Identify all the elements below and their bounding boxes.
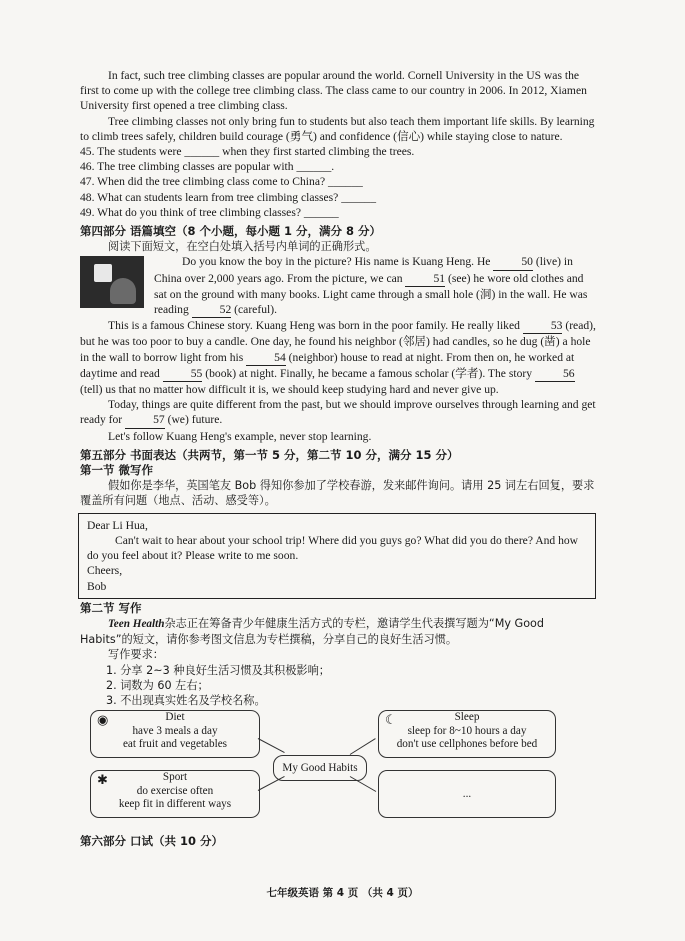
part5-heading: 第五部分 书面表达（共两节，第一节 5 分，第二节 10 分，满分 15 分） [80,447,459,462]
sleep-item: don't use cellphones before bed [396,738,538,751]
diet-item: have 3 meals a day [132,724,218,737]
email-body: Can't wait to hear about your school trip! Where did you guys go? What did you do there? And how do you feel about it? Please write to me soon. [87,533,579,563]
email-signature: Bob [87,579,107,593]
connector-line [350,738,376,755]
email-closing: Cheers, [87,564,123,578]
sleep-item: sleep for 8~10 hours a day [407,724,527,737]
page-footer: 七年级英语 第 4 页 （共 4 页） [266,887,419,899]
passage-paragraph: Tree climbing classes not only bring fun to students but also teach them important life skills. By learning to climb trees safely, children build courage (勇气) and confidence (信心) while staying close to nature. [80,114,595,143]
cloze-text: (see) he wore old clothes and sat on the ground with many books. Light came through a small hole (洞) in the wall. He was reading [154,271,588,317]
blank-54[interactable]: 54 [246,350,286,366]
requirement-2: 2. 词数为 60 左右； [106,678,209,692]
connector-line [258,738,285,753]
blank-50[interactable]: 50 [493,254,533,270]
question-48: 48. What can students learn from tree climbing classes? ______ [80,190,376,204]
blank-55[interactable]: 55 [163,366,203,382]
part4-heading: 第四部分 语篇填空（8 个小题，每小题 1 分，满分 8 分） [80,224,382,239]
cloze-text: (read), but he was too poor to buy a candle. One day, he found his neighbor (邻居) had candles, so he dug (凿) a hole in the wall to borrow light from his [80,319,596,364]
cloze-text: (neighbor) house to read at night. From then on, he worked at daytime and read [80,350,575,380]
diet-box [90,710,260,758]
sport-item: do exercise often [136,784,214,797]
sport-title: Sport [162,771,188,784]
moon-icon: ☾ [385,713,397,729]
diet-item: eat fruit and vegetables [122,738,228,751]
sport-box [90,770,260,818]
cloze-text: Let's follow Kuang Heng's example, never stop learning. [108,429,372,443]
email-greeting: Dear Li Hua, [87,518,148,532]
blank-53[interactable]: 53 [523,318,563,334]
section2-instruction [80,616,596,647]
center-node: My Good Habits [273,755,367,781]
cloze-text: This is a famous Chinese story. Kuang Heng was born in the poor family. He really liked [108,319,520,333]
more-box: ... [378,770,556,818]
requirement-1: 1. 分享 2~3 种良好生活习惯及其积极影响； [106,663,330,677]
cloze-passage [80,254,596,443]
cloze-text: (tell) us that no matter how difficult it is, we should keep studying hard and never give up. [80,383,499,397]
habits-diagram [80,710,596,830]
cloze-text: (live) in China over 2,000 years ago. From the picture, we can [154,255,573,285]
magazine-name: Teen Health [108,617,165,630]
cloze-text: (careful). [234,303,277,317]
connector-line [258,776,285,791]
question-47: 47. When did the tree climbing class come to China? ______ [80,175,363,189]
section2-instruction-text: 杂志正在筹备青少年健康生活方式的专栏，邀请学生代表撰写题为“My Good Habits”的短文，请你参考图文信息为专栏撰稿，分享自己的良好生活习惯。 [80,616,544,647]
blank-56[interactable]: 56 [535,366,575,382]
wall-hole-light [94,264,112,282]
sleep-box [378,710,556,758]
cloze-text: (we) future. [167,413,223,427]
kuang-heng-picture [80,256,144,308]
question-49: 49. What do you think of tree climbing classes? ______ [80,205,339,219]
reading-boy-figure [110,278,136,304]
cloze-text: (book) at night. Finally, he became a famous scholar (学者). The story [205,366,533,380]
question-45: 45. The students were ______ when they first started climbing the trees. [80,145,415,159]
requirements-title: 写作要求： [108,648,164,662]
section1-heading: 第一节 微写作 [80,463,154,478]
passage-paragraph: In fact, such tree climbing classes are popular around the world. Cornell University in the US was the first to come up with the college tree climbing class. The class came to our country in 2006. In 2012, Xiamen University first opened a tree climbing class. [80,69,587,113]
part6-heading: 第六部分 口试（共 10 分） [80,834,224,849]
runner-icon: ✱ [97,773,108,789]
blank-51[interactable]: 51 [405,271,445,287]
cloze-text: Do you know the boy in the picture? His name is Kuang Heng. He [182,255,491,269]
part4-instruction: 阅读下面短文，在空白处填入括号内单词的正确形式。 [108,240,377,254]
requirement-3: 3. 不出现真实姓名及学校名称。 [106,693,266,707]
diet-title: Diet [165,711,185,724]
exam-page [80,68,596,849]
section2-heading: 第二节 写作 [80,600,142,615]
sleep-title: Sleep [454,711,480,724]
cloze-text: Today, things are quite different from the past, but we should improve ourselves through learning and get ready for [80,398,596,427]
blank-52[interactable]: 52 [192,302,232,318]
question-46: 46. The tree climbing classes are popular with ______. [80,160,335,174]
sport-item: keep fit in different ways [118,798,232,811]
email-box [78,513,596,599]
section1-instruction: 假如你是李华，英国笔友 Bob 得知你参加了学校春游，发来邮件询问。请用 25 词左右回复，要求覆盖所有问题（地点、活动、感受等）。 [80,479,595,508]
plate-icon: ◉ [97,713,109,729]
blank-57[interactable]: 57 [125,412,165,428]
